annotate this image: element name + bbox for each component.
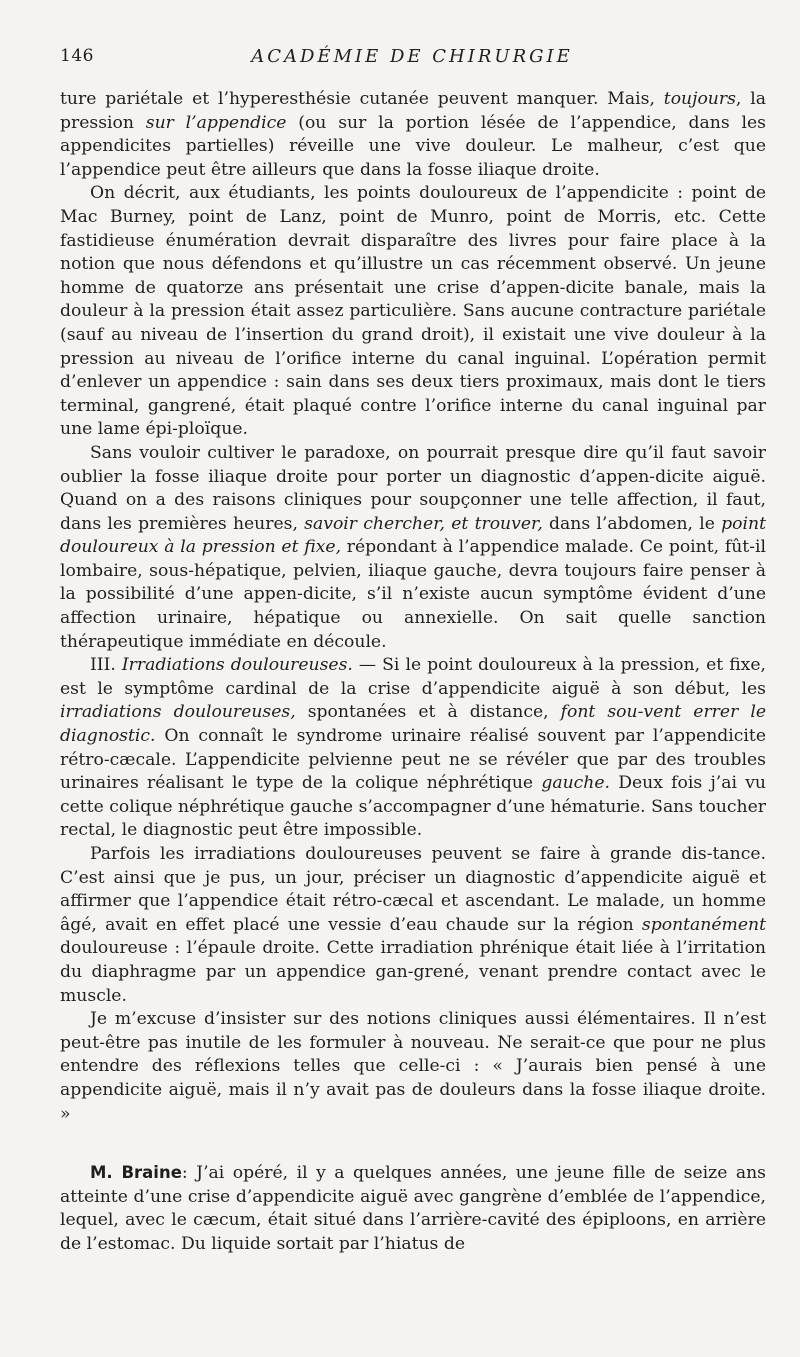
italic-segment: toujours bbox=[663, 89, 736, 109]
text-segment: répondant à l’appendice malade. Ce point, fût-il lombaire, sous-hépatique, pelvien, iliaque gauche, devra toujours faire penser à la possibilité d’une appen-dicite, s’il n’existe aucun symptôme évident d’une affection urinaire, hépatique ou annexielle. On sait quelle sanction thérapeutique immédiate en découle. bbox=[60, 537, 767, 652]
italic-segment: font sou-vent errer le diagnostic. bbox=[60, 702, 766, 747]
italic-segment: point douloureux à la pression et fixe, bbox=[60, 513, 766, 558]
text-segment: — Si le point douloureux à la pression, et fixe, est le symptôme cardinal de la crise d’appendicite aiguë à son début, les bbox=[60, 655, 767, 699]
text-segment: On connaît le syndrome urinaire réalisé souvent par l’appendicite rétro-cæcale. L’appendicite pelvienne peut ne se révéler que par des troubles urinaires réalisant le type de la colique néphrétique bbox=[60, 726, 766, 794]
italic-segment: savoir chercher, et trouver, bbox=[304, 513, 543, 534]
paragraph-list bbox=[60, 88, 766, 1126]
running-title: ACADÉMIE DE CHIRURGIE bbox=[251, 46, 573, 67]
body-paragraph bbox=[60, 1008, 766, 1126]
text-segment: spontanées et à distance, bbox=[295, 702, 561, 723]
body-text bbox=[60, 88, 766, 1257]
discussion-text: : J’ai opéré, il y a quelques années, une jeune fille de seize ans atteinte d’une crise d’appendicite aiguë avec gangrène d’emblée de l’appendice, lequel, avec le cæcum, était situé dans l’arrière-cavité des épiploons, en arrière de l’estomac. Du liquide sortait par l’hiatus de bbox=[60, 1163, 766, 1254]
body-paragraph bbox=[60, 654, 766, 843]
text-segment: Deux fois j’ai vu cette colique néphrétique gauche s’accompagner d’une hématurie. Sans toucher rectal, le diagnostic peut être impossible. bbox=[60, 773, 766, 841]
text-segment: III. bbox=[90, 655, 122, 676]
section-spacer bbox=[60, 1126, 766, 1161]
text-segment: dans l’abdomen, le bbox=[542, 513, 722, 534]
italic-segment: spontanément bbox=[641, 914, 766, 935]
body-paragraph bbox=[60, 88, 766, 182]
body-paragraph bbox=[60, 843, 766, 1008]
text-segment: Parfois les irradiations douloureuses peuvent se faire à grande dis-tance. C’est ainsi que je pus, un jour, préciser un diagnostic d’appendicite aiguë et affirmer que l’appendice était rétro-cæcal et ascendant. Le malade, un homme âgé, avait en effet placé une vessie d’eau chaude sur la région bbox=[60, 844, 766, 935]
discussion-paragraph bbox=[60, 1161, 766, 1256]
text-segment: ture pariétale et l’hyperesthésie cutanée peuvent manquer. Mais, bbox=[60, 89, 664, 109]
italic-segment: sur l’appendice bbox=[145, 112, 287, 133]
speaker-name: M. Braine bbox=[90, 1163, 182, 1183]
text-segment: Sans vouloir cultiver le paradoxe, on pourrait presque dire qu’il faut savoir oublier la fosse iliaque droite pour porter un diagnostic d’appen-dicite aiguë. Quand on a des raisons cliniques pour soupçonner une telle affection, il faut, dans les premières heures, bbox=[60, 442, 766, 534]
text-segment: , la pression bbox=[60, 89, 766, 133]
text-segment: Je m’excuse d’insister sur des notions cliniques aussi élémentaires. Il n’est peut-être pas inutile de les formuler à nouveau. Ne serait-ce que pour ne plus entendre des réflexions telles que celle-ci : « J’aurais bien pensé à une appendicite aiguë, mais il n’y avait pas de douleurs dans la fosse iliaque droite. » bbox=[60, 1009, 766, 1124]
body-paragraph bbox=[60, 182, 766, 442]
italic-segment: Irradiations douloureuses. bbox=[121, 655, 353, 676]
text-segment: douloureuse : l’épaule droite. Cette irradiation phrénique était liée à l’irritation du diaphragme par un appendice gan-grené, venant prendre contact avec le muscle. bbox=[60, 938, 766, 1006]
italic-segment: gauche. bbox=[541, 773, 610, 794]
page-number: 146 bbox=[60, 46, 94, 66]
italic-segment: irradiations douloureuses, bbox=[60, 702, 296, 723]
text-segment: On décrit, aux étudiants, les points douloureux de l’appendicite : point de Mac Burney, point de Lanz, point de Munro, point de Morris, etc. Cette fastidieuse énumération devrait disparaître des livres pour faire place à la notion que nous défendons et qu’illustre un cas récemment observé. Un jeune homme de quatorze ans présentait une crise d’appen-dicite banale, mais la douleur à la pression était assez particulière. Sans aucune contracture pariétale (sauf au niveau de l’insertion du grand droit), il existait une vive douleur à la pression au niveau de l’orifice interne du canal inguinal. L’opération permit d’enlever un appendice : sain dans ses deux tiers proximaux, mais dont le tiers terminal, gangrené, était plaqué contre l’orifice interne du canal inguinal par une lame épi-ploïque. bbox=[60, 183, 766, 440]
page-header bbox=[60, 46, 764, 72]
text-segment: (ou sur la portion lésée de l’appendice, dans les appendicites partielles) réveille une vive douleur. Le malheur, c’est que l’appendice peut être ailleurs que dans la fosse iliaque droite. bbox=[60, 112, 766, 180]
body-paragraph bbox=[60, 442, 766, 654]
